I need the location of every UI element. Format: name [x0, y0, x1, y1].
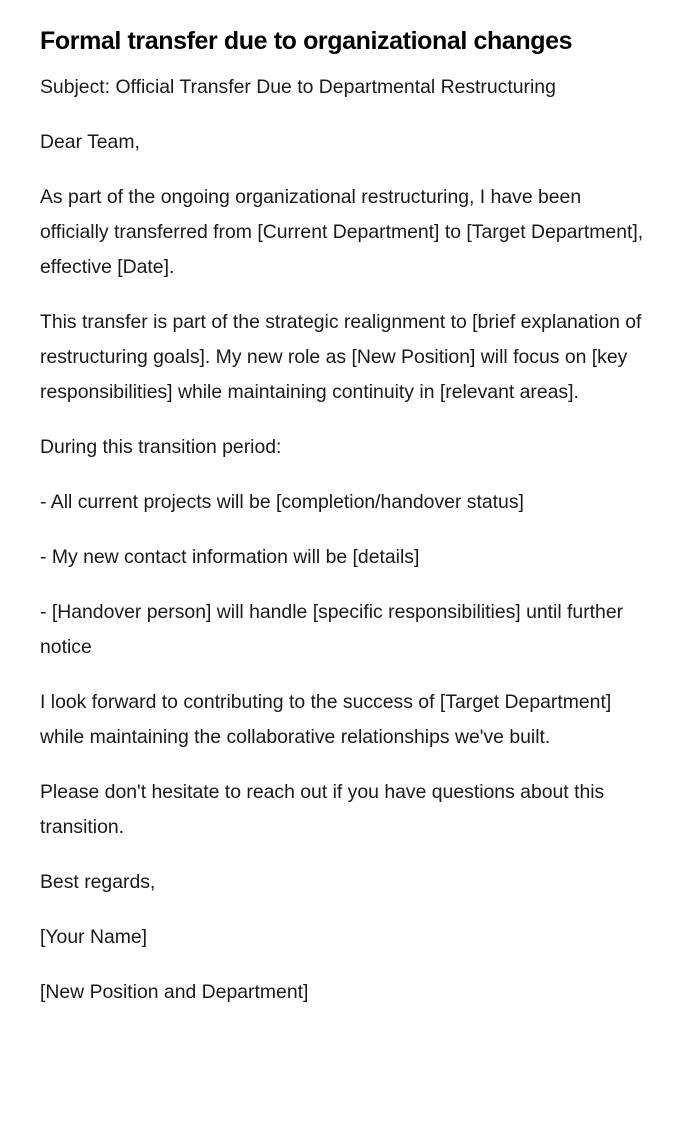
signature-name: [Your Name]	[40, 926, 148, 948]
list-item: - [Handover person] will handle [specific responsibilities] until further notice	[40, 601, 624, 658]
body-paragraph: I look forward to contributing to the success of [Target Department] while maintaining the collaborative relationships we've built.	[40, 691, 612, 748]
document-title: Formal transfer due to organizational changes	[40, 27, 573, 55]
body-paragraph: Please don't hesitate to reach out if you have questions about this transition.	[40, 781, 605, 838]
list-item: - My new contact information will be [details]	[40, 546, 420, 568]
list-item: - All current projects will be [completion/handover status]	[40, 491, 524, 513]
body-paragraph: This transfer is part of the strategic realignment to [brief explanation of restructuring goals]. My new role as [New Position] will focus on [key responsibilities] while maintaining continuity in [relevant areas].	[40, 311, 642, 403]
letter-document	[40, 24, 650, 1030]
salutation: Dear Team,	[40, 131, 140, 153]
list-intro: During this transition period:	[40, 436, 282, 458]
body-paragraph: As part of the ongoing organizational restructuring, I have been officially transferred from [Current Department] to [Target Department], effective [Date].	[40, 186, 644, 278]
subject-line: Subject: Official Transfer Due to Departmental Restructuring	[40, 76, 556, 98]
closing: Best regards,	[40, 871, 156, 893]
signature-position: [New Position and Department]	[40, 981, 309, 1003]
